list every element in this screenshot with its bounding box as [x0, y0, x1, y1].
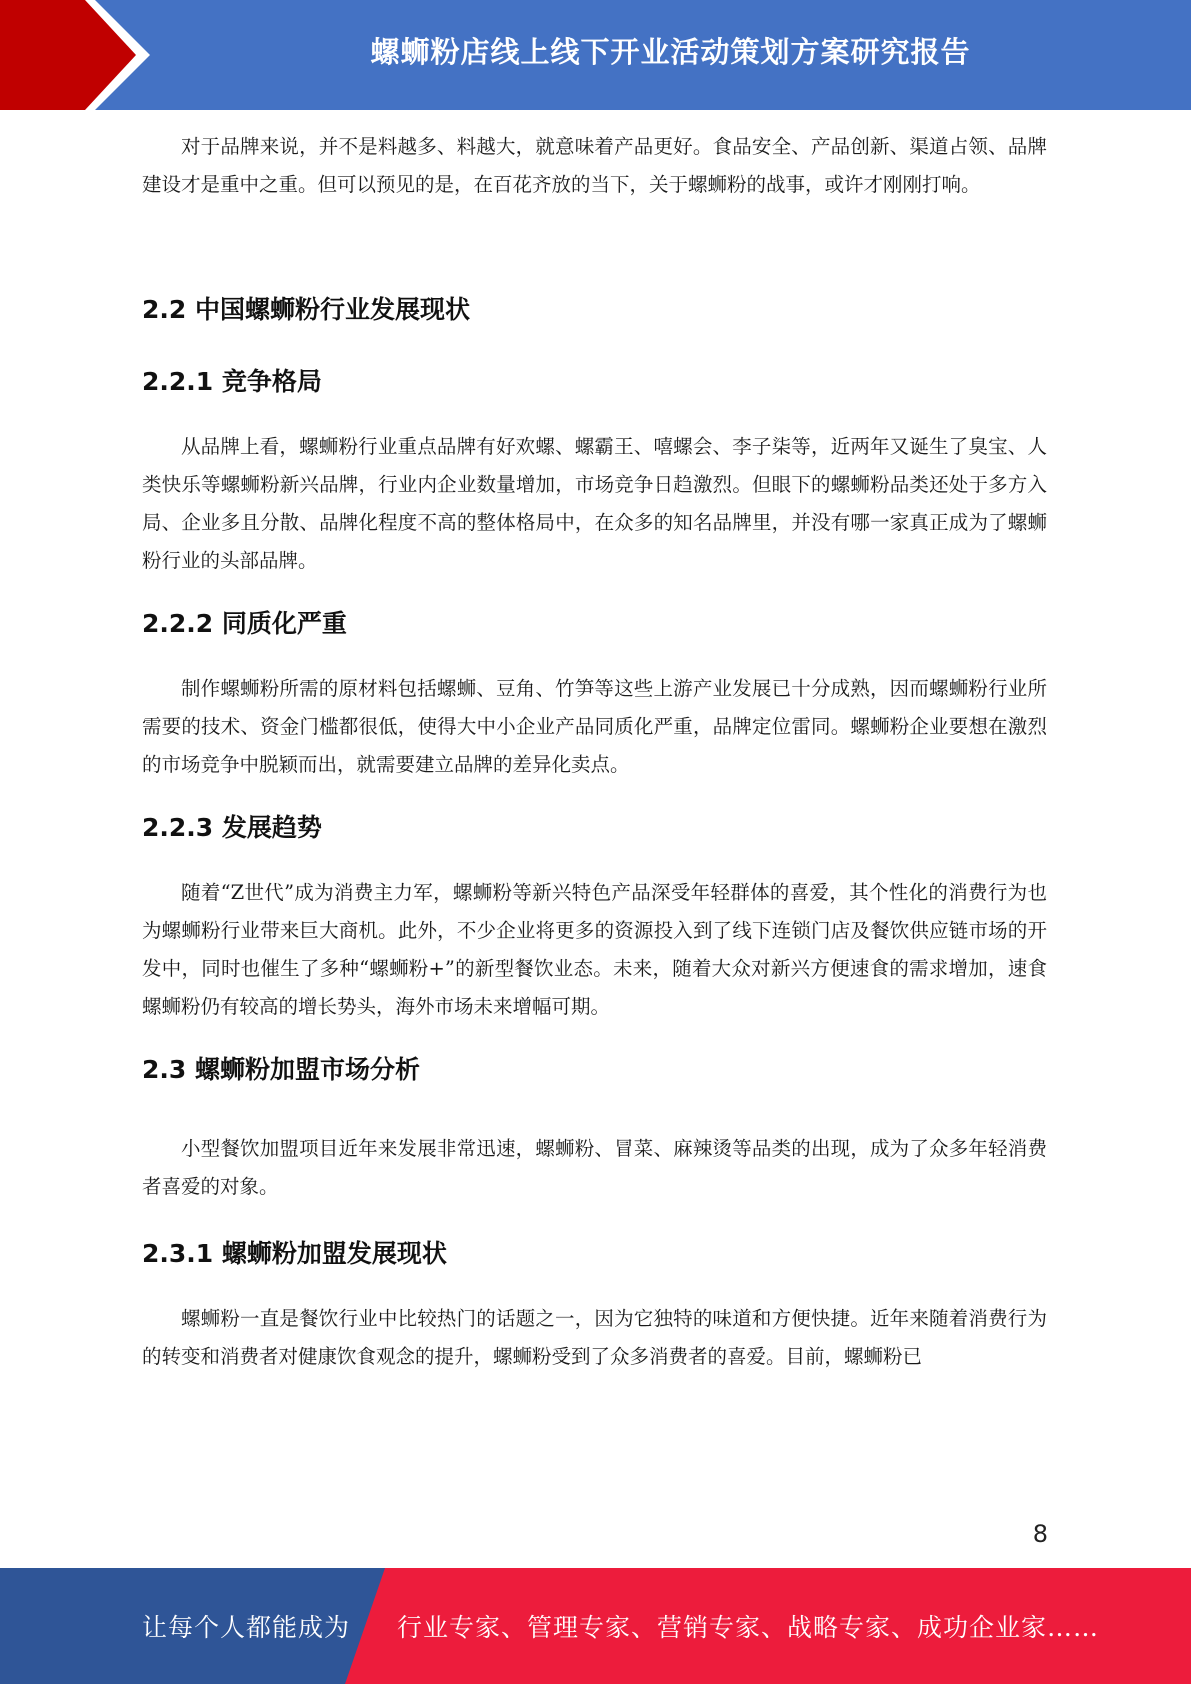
intro-paragraph: 对于品牌来说，并不是料越多、料越大，就意味着产品更好。食品安全、产品创新、渠道占领、品牌建设才是重中之重。但可以预见的是，在百花齐放的当下，关于螺蛳粉的战事，或许才刚刚打响。 [142, 135, 1047, 196]
section-2-2-1-heading: 2.2.1 竞争格局 [142, 367, 322, 396]
footer-slogan-right: 行业专家、管理专家、营销专家、战略专家、成功企业家…… [397, 1613, 1100, 1642]
section-2-2-2-heading: 2.2.2 同质化严重 [142, 609, 347, 638]
page-footer [0, 1568, 1191, 1684]
section-2-2-heading: 2.2 中国螺蛳粉行业发展现状 [142, 295, 470, 324]
section-2-2-2-paragraph: 制作螺蛳粉所需的原材料包括螺蛳、豆角、竹笋等这些上游产业发展已十分成熟，因而螺蛳粉行业所需要的技术、资金门槛都很低，使得大中小企业产品同质化严重，品牌定位雷同。螺蛳粉企业要想在激烈的市场竞争中脱颖而出，就需要建立品牌的差异化卖点。 [142, 677, 1047, 776]
section-2-2-3-paragraph: 随着“Z世代”成为消费主力军，螺蛳粉等新兴特色产品深受年轻群体的喜爱，其个性化的消费行为也为螺蛳粉行业带来巨大商机。此外，不少企业将更多的资源投入到了线下连锁门店及餐饮供应链市场的开发中，同时也催生了多种“螺蛳粉+”的新型餐饮业态。未来，随着大众对新兴方便速食的需求增加，速食螺蛳粉仍有较高的增长势头，海外市场未来增幅可期。 [142, 881, 1047, 1018]
section-2-3-1-paragraph: 螺蛳粉一直是餐饮行业中比较热门的话题之一，因为它独特的味道和方便快捷。近年来随着消费行为的转变和消费者对健康饮食观念的提升，螺蛳粉受到了众多消费者的喜爱。目前，螺蛳粉已 [142, 1307, 1047, 1368]
page-number: 8 [1032, 1520, 1048, 1548]
section-2-3-heading: 2.3 螺蛳粉加盟市场分析 [142, 1055, 420, 1084]
footer-slogan-left: 让每个人都能成为 [142, 1613, 351, 1642]
section-2-3-paragraph: 小型餐饮加盟项目近年来发展非常迅速，螺蛳粉、冒菜、麻辣烫等品类的出现，成为了众多年轻消费者喜爱的对象。 [142, 1137, 1047, 1198]
document-body [142, 128, 1047, 1376]
header-title: 螺蛳粉店线上线下开业活动策划方案研究报告 [370, 34, 971, 69]
section-2-2-3-heading: 2.2.3 发展趋势 [142, 813, 322, 842]
section-2-2-1-paragraph: 从品牌上看，螺蛳粉行业重点品牌有好欢螺、螺霸王、嘻螺会、李子柒等，近两年又诞生了臭宝、人类快乐等螺蛳粉新兴品牌，行业内企业数量增加，市场竞争日趋激烈。但眼下的螺蛳粉品类还处于多方入局、企业多且分散、品牌化程度不高的整体格局中，在众多的知名品牌里，并没有哪一家真正成为了螺蛳粉行业的头部品牌。 [142, 435, 1047, 572]
page-header [0, 0, 1191, 110]
section-2-3-1-heading: 2.3.1 螺蛳粉加盟发展现状 [142, 1239, 447, 1268]
